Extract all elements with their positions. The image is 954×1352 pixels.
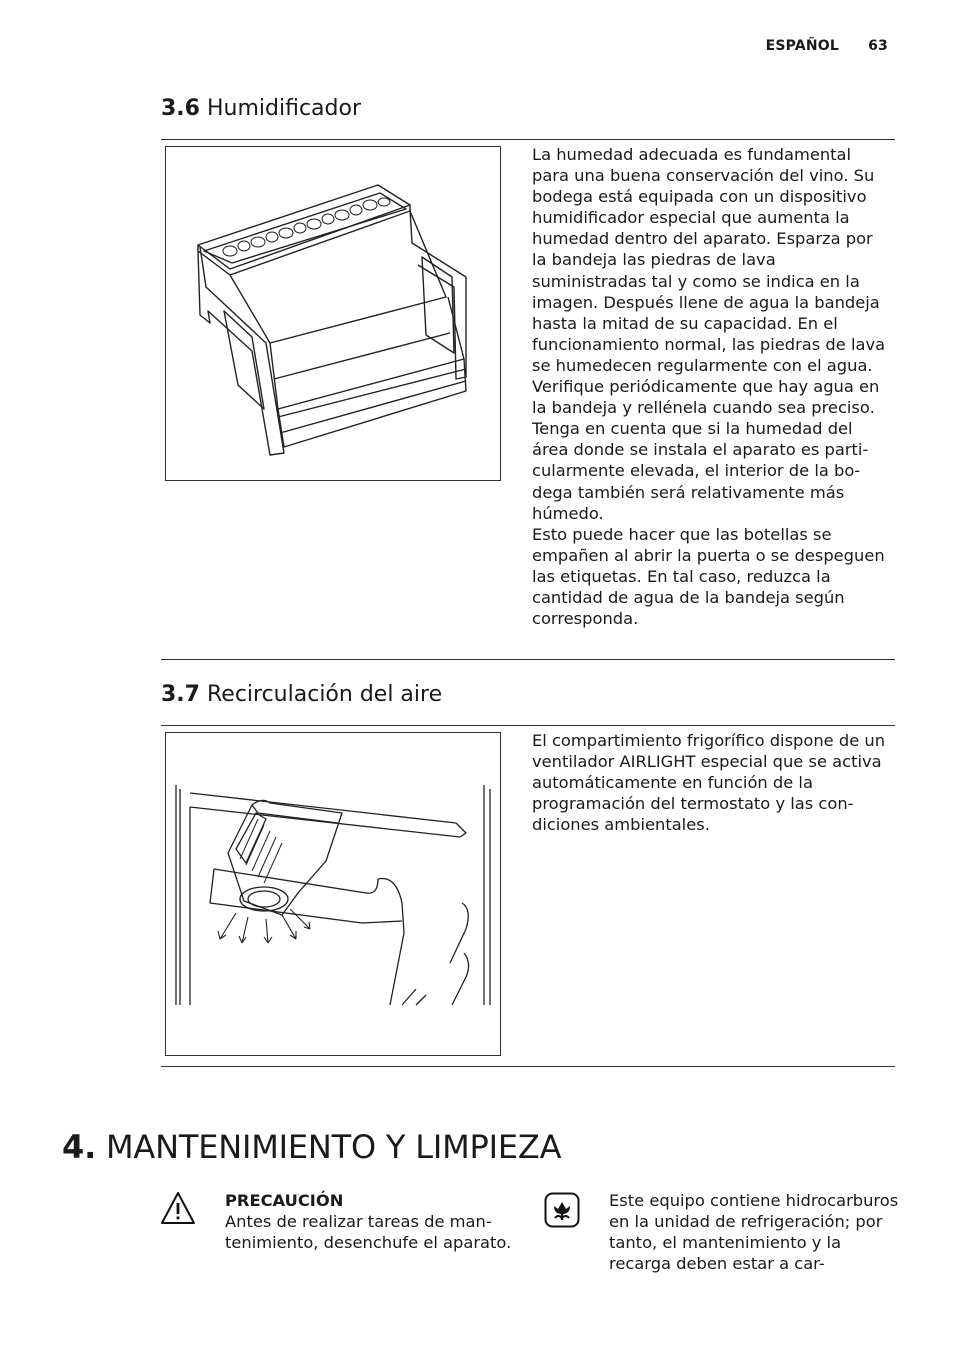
chapter-title-text: MANTENIMIENTO Y LIMPIEZA (106, 1128, 562, 1166)
section-divider (161, 139, 895, 140)
humidifier-tray-illustration (165, 146, 501, 481)
paragraph: Esto puede hacer que las botellas se empañen al abrir la puerta o se despeguen las etiquetas. En tal caso, reduzca la cantidad de agua de la bandeja según corresponda. (532, 524, 885, 629)
section-divider (161, 725, 895, 726)
airlight-fan-drawing (166, 733, 500, 1055)
section-divider (161, 1066, 895, 1067)
header-language: ESPAÑOL (765, 38, 840, 54)
warning-triangle-icon (160, 1191, 196, 1227)
section-divider (161, 659, 895, 660)
section-title-humidificador (161, 96, 361, 121)
section-number: 3.6 (161, 96, 200, 121)
section-title-recirculacion (161, 682, 442, 707)
environment-flower-icon (544, 1192, 580, 1228)
section-title-text: Recirculación del aire (206, 682, 443, 707)
chapter-title (62, 1128, 561, 1166)
page-header (766, 38, 888, 54)
air-recirculation-description (532, 730, 888, 835)
page-number: 63 (868, 38, 888, 54)
notice-body: Antes de realizar tareas de mantenimiento, desenchufe el aparato. (225, 1212, 512, 1253)
section-number: 3.7 (161, 682, 200, 707)
notice-heading: PRECAUCIÓN (225, 1191, 344, 1210)
humidifier-tray-drawing (166, 147, 500, 480)
air-fan-illustration (165, 732, 501, 1056)
section-title-text: Humidificador (206, 96, 361, 121)
notice-body: Este equipo contiene hidrocarburos en la unidad de refrigeración; por tanto, el mantenimiento y la recarga deben estar a car- (609, 1191, 899, 1274)
environment-notice (609, 1190, 899, 1274)
paragraph: La humedad adecuada es fundamental para una buena conservación del vino. Su bodega está equipada con un dispositivo humidificador especial que aumenta la humedad dentro del aparato. Esparza por la bandeja las piedras de lava suministradas tal y como se indica en la imagen. Después llene de agua la bandeja hasta la mitad de su capacidad. En el funcionamiento normal, las piedras de lava se humedecen regularmente con el agua. Verifique periódicamente que hay agua en la bandeja y rellénela cuando sea preciso. (532, 145, 886, 418)
chapter-number: 4. (62, 1128, 97, 1166)
humidifier-description (532, 144, 888, 629)
paragraph: Tenga en cuenta que si la humedad del área donde se instala el aparato es particularmente elevada, el interior de la bodega también será relativamente más húmedo. (532, 419, 869, 523)
caution-notice (225, 1190, 515, 1253)
paragraph: El compartimiento frigorífico dispone de un ventilador AIRLIGHT especial que se activa automáticamente en función de la programación del termostato y las condiciones ambientales. (532, 731, 886, 835)
